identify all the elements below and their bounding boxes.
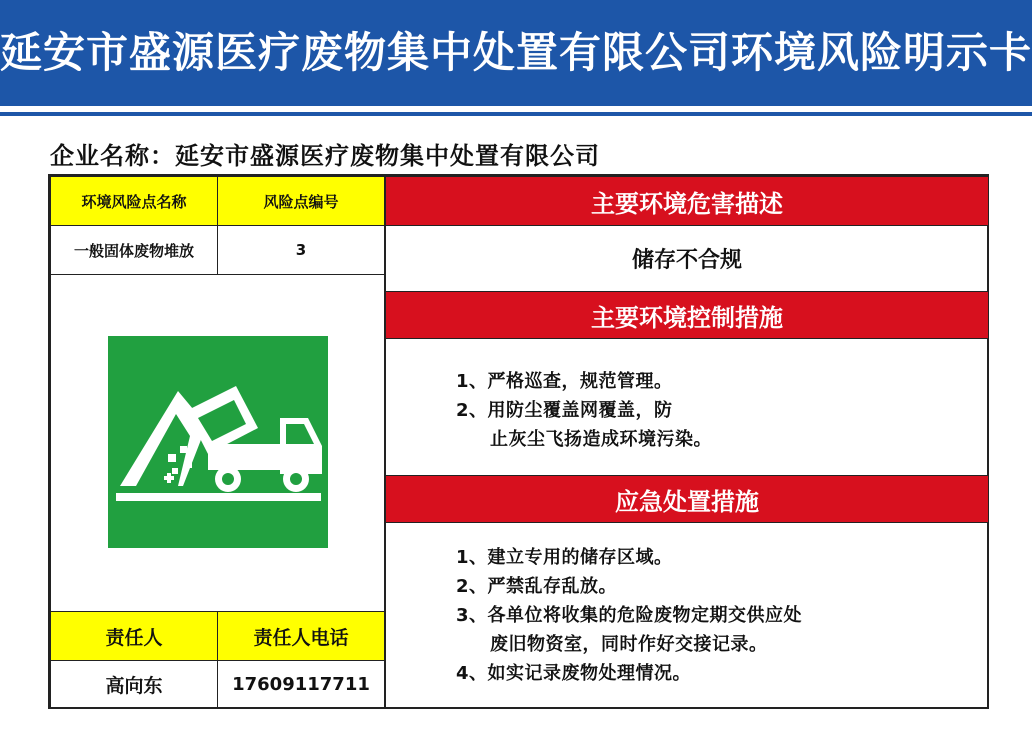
risk-point-name-header: 环境风险点名称 xyxy=(50,176,218,226)
dump-truck-icon xyxy=(108,336,328,548)
control-box xyxy=(385,338,989,476)
control-item: 2、用防尘覆盖网覆盖，防 xyxy=(456,400,673,421)
control-item: 止灰尘飞扬造成环境污染。 xyxy=(490,429,712,450)
emergency-item: 1、建立专用的储存区域。 xyxy=(456,547,673,568)
control-item: 1、严格巡查，规范管理。 xyxy=(456,371,673,392)
company-name: 延安市盛源医疗废物集中处置有限公司 xyxy=(175,142,600,170)
company-line xyxy=(50,136,600,171)
risk-point-name: 一般固体废物堆放 xyxy=(50,225,218,275)
risk-card-frame xyxy=(48,174,989,709)
emergency-item: 4、如实记录废物处理情况。 xyxy=(456,663,692,684)
control-list xyxy=(456,367,712,454)
responsible-phone: 17609117711 xyxy=(217,660,385,708)
emergency-box xyxy=(385,522,989,708)
emergency-title: 应急处置措施 xyxy=(385,475,989,523)
phone-header: 责任人电话 xyxy=(217,611,385,661)
emergency-item: 3、各单位将收集的危险废物定期交供应处 xyxy=(456,605,803,626)
emergency-item: 废旧物资室，同时作好交接记录。 xyxy=(490,634,768,655)
page-title: 延安市盛源医疗废物集中处置有限公司环境风险明示卡 xyxy=(0,28,1032,77)
control-title: 主要环境控制措施 xyxy=(385,291,989,339)
hazard-text: 储存不合规 xyxy=(385,225,989,292)
hazard-title: 主要环境危害描述 xyxy=(385,176,989,226)
header-stripe-blue xyxy=(0,112,1032,116)
responsible-header: 责任人 xyxy=(50,611,218,661)
risk-point-code: 3 xyxy=(217,225,385,275)
emergency-item: 2、严禁乱存乱放。 xyxy=(456,576,618,597)
company-label: 企业名称： xyxy=(50,142,175,170)
responsible-name: 高向东 xyxy=(50,660,218,708)
emergency-list xyxy=(456,543,802,688)
risk-point-code-header: 风险点编号 xyxy=(217,176,385,226)
